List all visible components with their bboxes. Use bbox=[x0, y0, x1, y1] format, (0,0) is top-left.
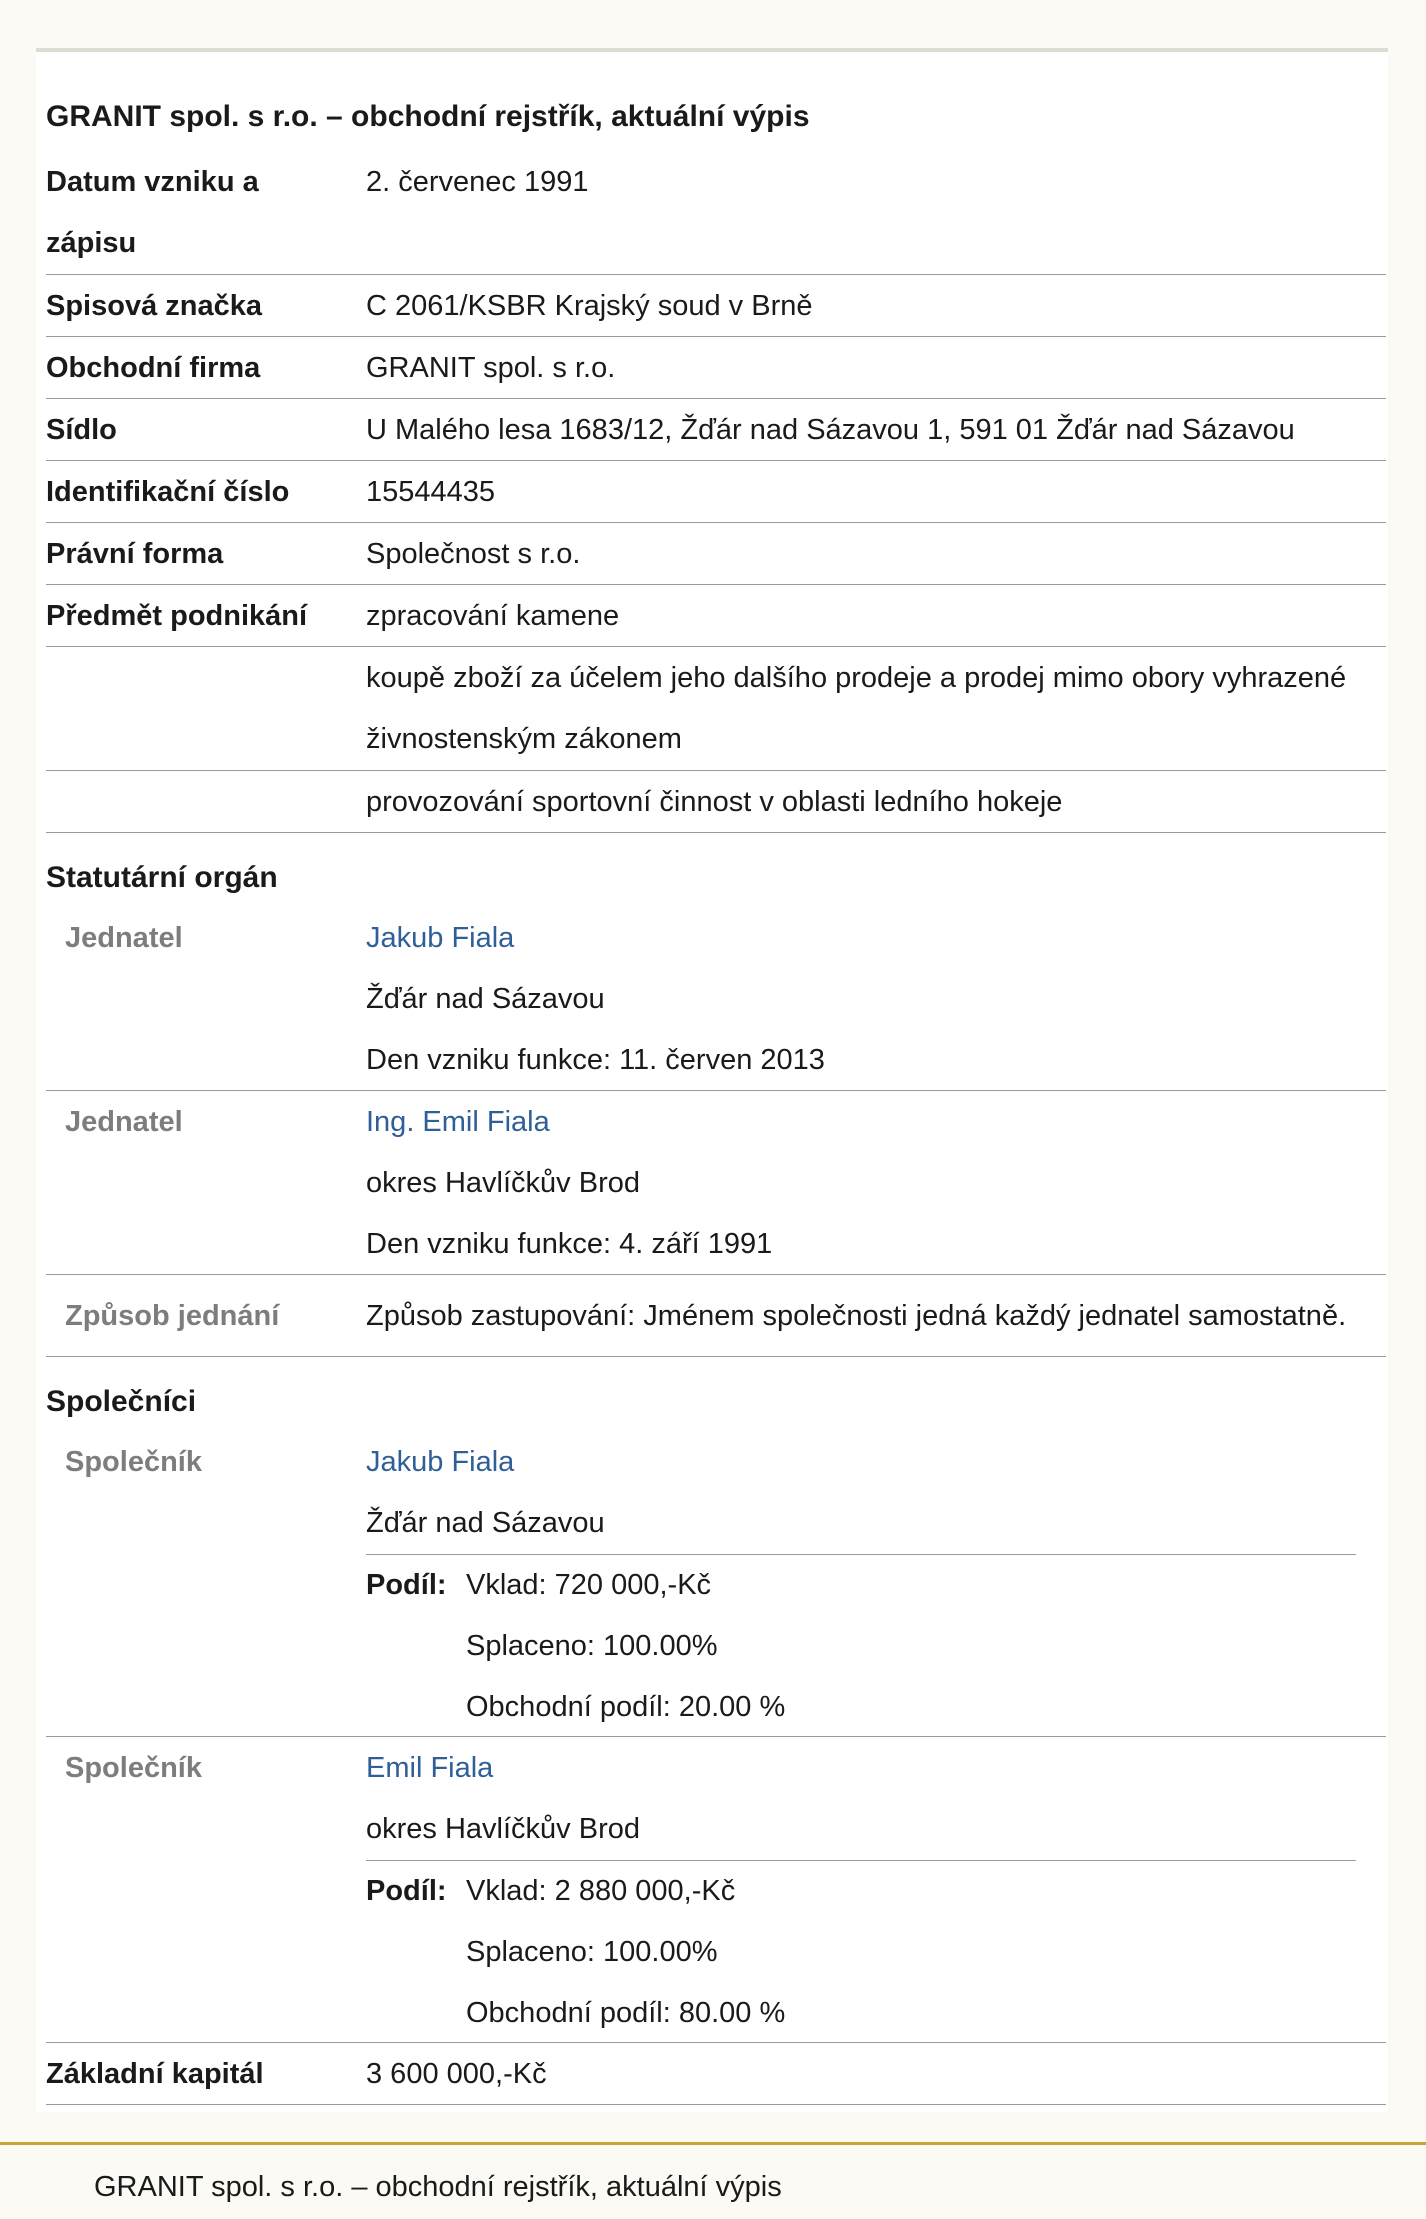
row-predmet-podnikani-1 bbox=[46, 586, 1386, 647]
value-datum-vzniku: 2. červenec 1991 bbox=[366, 166, 589, 198]
jednatel-detail bbox=[366, 1092, 1386, 1275]
share-label: Podíl: bbox=[366, 1569, 447, 1601]
share-obchodni-podil: Obchodní podíl: 20.00 % bbox=[466, 1691, 786, 1723]
label-spolecnik: Společník bbox=[65, 1752, 202, 1784]
share-splaceno: Splaceno: 100.00% bbox=[466, 1630, 718, 1662]
person-place: okres Havlíčkův Brod bbox=[366, 1813, 640, 1845]
person-link[interactable]: Emil Fiala bbox=[366, 1752, 494, 1784]
label-line-2: zápisu bbox=[46, 227, 137, 259]
page-footer bbox=[0, 2142, 1426, 2219]
spolecnik-detail bbox=[366, 1738, 1386, 1860]
label-line-1: Datum vzniku a bbox=[46, 166, 259, 198]
jednatel-detail bbox=[366, 908, 1386, 1091]
footer-title: GRANIT spol. s r.o. – obchodní rejstřík, aktuální výpis bbox=[94, 2171, 782, 2203]
person-link[interactable]: Jakub Fiala bbox=[366, 1446, 515, 1478]
share-vklad: Vklad: 2 880 000,-Kč bbox=[466, 1875, 736, 1907]
value-sidlo: U Malého lesa 1683/12, Žďár nad Sázavou 1, 591 01 Žďár nad Sázavou bbox=[366, 414, 1295, 446]
predmet-item-line-1: koupě zboží za účelem jeho dalšího prodeje a prodej mimo obory vyhrazené bbox=[366, 662, 1347, 694]
value-obchodni-firma: GRANIT spol. s r.o. bbox=[366, 352, 616, 384]
value-predmet-item bbox=[366, 648, 1386, 770]
value-spisova-znacka: C 2061/KSBR Krajský soud v Brně bbox=[366, 290, 813, 322]
row-zpusob-jednani bbox=[46, 1276, 1386, 1357]
label-jednatel: Jednatel bbox=[65, 1106, 183, 1138]
label-zakladni-kapital: Základní kapitál bbox=[46, 2058, 264, 2090]
share-values bbox=[466, 1861, 785, 2044]
label-jednatel: Jednatel bbox=[65, 922, 183, 954]
label-pravni-forma: Právní forma bbox=[46, 538, 224, 570]
row-spolecnik bbox=[46, 1432, 1386, 1737]
person-place: Žďár nad Sázavou bbox=[366, 1507, 605, 1539]
row-spolecnik bbox=[46, 1738, 1386, 2043]
predmet-item-line-2: živnostenským zákonem bbox=[366, 723, 682, 755]
row-obchodni-firma bbox=[46, 338, 1386, 399]
spolecnik-detail bbox=[366, 1432, 1386, 1554]
row-sidlo bbox=[46, 400, 1386, 461]
person-link[interactable]: Ing. Emil Fiala bbox=[366, 1106, 550, 1138]
row-zakladni-kapital bbox=[46, 2044, 1386, 2105]
share-label: Podíl: bbox=[366, 1875, 447, 1907]
person-link[interactable]: Jakub Fiala bbox=[366, 922, 515, 954]
person-place: okres Havlíčkův Brod bbox=[366, 1167, 640, 1199]
value-zpusob-jednani: Způsob zastupování: Jménem společnosti jedná každý jednatel samostatně. bbox=[366, 1300, 1347, 1332]
person-function-since: Den vzniku funkce: 11. červen 2013 bbox=[366, 1044, 825, 1076]
label-predmet-podnikani: Předmět podnikání bbox=[46, 600, 308, 632]
label-obchodni-firma: Obchodní firma bbox=[46, 352, 261, 384]
share-obchodni-podil: Obchodní podíl: 80.00 % bbox=[466, 1997, 786, 2029]
label-sidlo: Sídlo bbox=[46, 414, 117, 446]
row-predmet-podnikani-2 bbox=[46, 648, 1386, 771]
section-heading-statutarni-organ: Statutární orgán bbox=[46, 861, 278, 894]
share-vklad: Vklad: 720 000,-Kč bbox=[466, 1569, 712, 1601]
share-values bbox=[466, 1555, 785, 1738]
label-spolecnik: Společník bbox=[65, 1446, 202, 1478]
row-predmet-podnikani-3 bbox=[46, 772, 1386, 833]
label-identifikacni-cislo: Identifikační číslo bbox=[46, 476, 290, 508]
value-predmet-item: provozování sportovní činnost v oblasti ledního hokeje bbox=[366, 786, 1063, 818]
person-function-since: Den vzniku funkce: 4. září 1991 bbox=[366, 1228, 773, 1260]
page-title: GRANIT spol. s r.o. – obchodní rejstřík, aktuální výpis bbox=[46, 100, 810, 133]
label-zpusob-jednani: Způsob jednání bbox=[65, 1300, 280, 1332]
value-zakladni-kapital: 3 600 000,-Kč bbox=[366, 2058, 547, 2090]
row-pravni-forma bbox=[46, 524, 1386, 585]
share-block bbox=[366, 1554, 1356, 1735]
share-block bbox=[366, 1860, 1356, 2041]
value-identifikacni-cislo: 15544435 bbox=[366, 476, 496, 508]
share-splaceno: Splaceno: 100.00% bbox=[466, 1936, 718, 1968]
person-place: Žďár nad Sázavou bbox=[366, 983, 605, 1015]
value-pravni-forma: Společnost s r.o. bbox=[366, 538, 581, 570]
row-datum-vzniku bbox=[46, 152, 1386, 275]
row-jednatel bbox=[46, 1092, 1386, 1275]
label-datum-vzniku bbox=[46, 152, 356, 274]
label-spisova-znacka: Spisová značka bbox=[46, 290, 262, 322]
row-identifikacni-cislo bbox=[46, 462, 1386, 523]
section-heading-spolecnici: Společníci bbox=[46, 1385, 197, 1418]
register-extract-card bbox=[36, 48, 1388, 2112]
value-predmet-item: zpracování kamene bbox=[366, 600, 620, 632]
row-jednatel bbox=[46, 908, 1386, 1091]
row-spisova-znacka bbox=[46, 276, 1386, 337]
